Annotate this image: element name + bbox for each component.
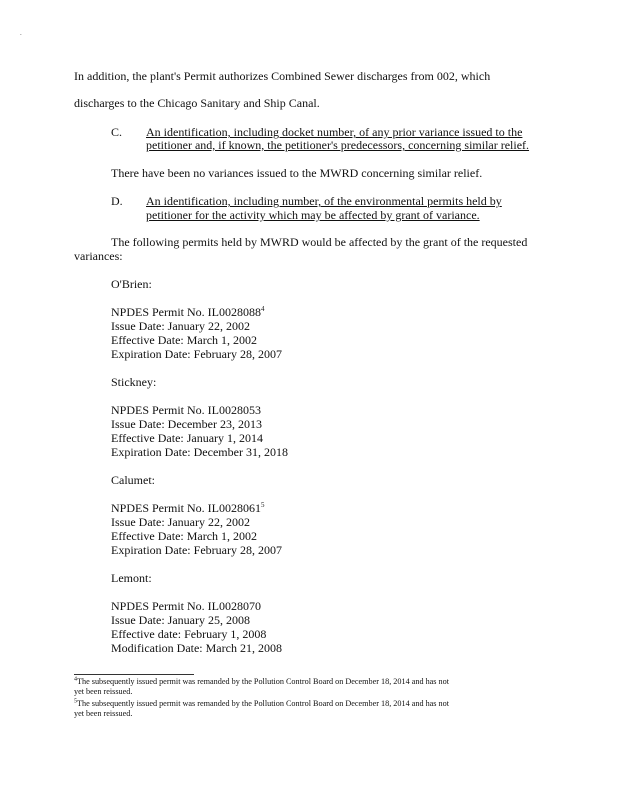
footnote-5-cont: yet been reissued. [74,709,133,718]
permit-expiration-date: Expiration Date: February 28, 2007 [111,347,282,361]
plant-name: Stickney: [111,375,157,389]
item-d-heading: An identification, including number, of the environmental permits held by [146,194,502,208]
plant-name: Lemont: [111,571,152,585]
item-c-answer: There have been no variances issued to the MWRD concerning similar relief. [111,166,483,180]
permit-effective-date: Effective Date: March 1, 2002 [111,333,258,347]
item-c-heading: An identification, including docket number, of any prior variance issued to the [146,125,523,139]
paragraph-line: discharges to the Chicago Sanitary and Ship Canal. [74,96,320,110]
permit-number: NPDES Permit No. IL0028053 [111,403,261,417]
item-letter-d: D. [111,194,123,208]
footnote-divider [74,674,194,675]
footnote-ref: 5 [261,501,265,509]
footnote-4: $^4$The subsequently issued permit was remanded by the Pollution Control Board on December 18, 2014 and has not [74,676,450,686]
footnote-ref: 4 [261,305,265,313]
intro-line: The following permits held by MWRD would be affected by the grant of the requested [111,235,528,249]
permit-modification-date: Modification Date: March 21, 2008 [111,641,282,655]
item-c-heading: petitioner and, if known, the petitioner's predecessors, concerning similar relief. [146,138,530,152]
plant-name: Calumet: [111,473,155,487]
permit-number: NPDES Permit No. IL0028061$^5$ [111,501,265,515]
permit-effective-date: Effective Date: March 1, 2002 [111,529,258,543]
permit-expiration-date: Expiration Date: February 28, 2007 [111,543,282,557]
permit-expiration-date: Expiration Date: December 31, 2018 [111,445,288,459]
permit-issue-date: Issue Date: January 22, 2002 [111,319,250,333]
permit-issue-date: Issue Date: December 23, 2013 [111,417,262,431]
plant-name: O'Brien: [111,277,152,291]
permit-effective-date: Effective date: February 1, 2008 [111,627,267,641]
paragraph-line: In addition, the plant's Permit authorizes Combined Sewer discharges from 002, which [74,69,491,83]
footnote-4-cont: yet been reissued. [74,687,133,696]
item-letter-c: C. [111,125,123,139]
intro-line: variances: [74,249,123,263]
item-d-heading: petitioner for the activity which may be affected by grant of variance. [146,208,480,222]
permit-effective-date: Effective Date: January 1, 2014 [111,431,264,445]
permit-issue-date: Issue Date: January 22, 2002 [111,515,250,529]
permit-issue-date: Issue Date: January 25, 2008 [111,613,250,627]
permit-number: NPDES Permit No. IL0028088$^4$ [111,305,265,319]
footnote-5: $^5$The subsequently issued permit was remanded by the Pollution Control Board on December 18, 2014 and has not [74,698,450,708]
permit-number: NPDES Permit No. IL0028070 [111,599,261,613]
corner-mark: . [20,29,22,37]
